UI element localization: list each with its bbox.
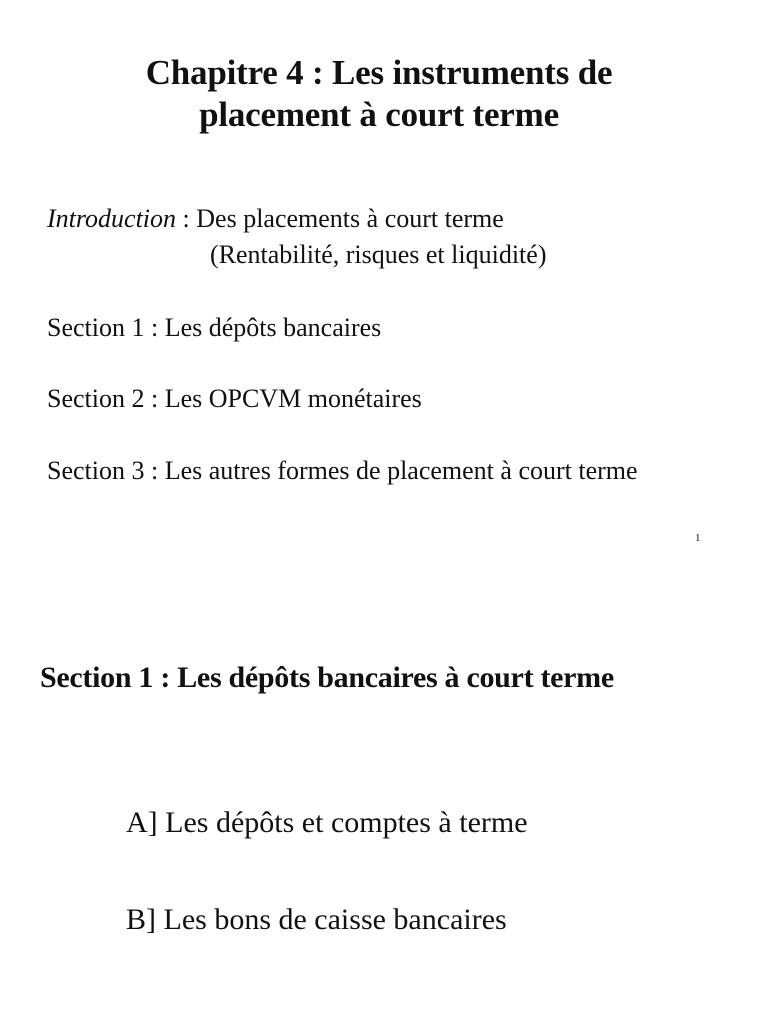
chapter-title-line-1: Chapitre 4 : Les instruments de: [145, 53, 613, 92]
chapter-title: [0, 52, 758, 136]
introduction-line: [47, 204, 504, 234]
section-2-item: Section 2 : Les OPCVM monétaires: [47, 384, 422, 413]
introduction-label: Introduction: [47, 204, 177, 233]
introduction-subtext: (Rentabilité, risques et liquidité): [210, 240, 547, 269]
introduction-separator: :: [176, 204, 197, 233]
subsection-a: A] Les dépôts et comptes à terme: [126, 806, 528, 839]
section-heading: Section 1 : Les dépôts bancaires à court terme: [40, 661, 614, 694]
page-number: 1: [695, 532, 701, 544]
section-3-item: Section 3 : Les autres formes de placement à court terme: [47, 456, 638, 485]
chapter-title-line-2: placement à court terme: [199, 95, 559, 134]
introduction-text: Des placements à court terme: [196, 204, 504, 233]
subsection-b: B] Les bons de caisse bancaires: [126, 903, 507, 936]
section-1-item: Section 1 : Les dépôts bancaires: [47, 313, 382, 342]
